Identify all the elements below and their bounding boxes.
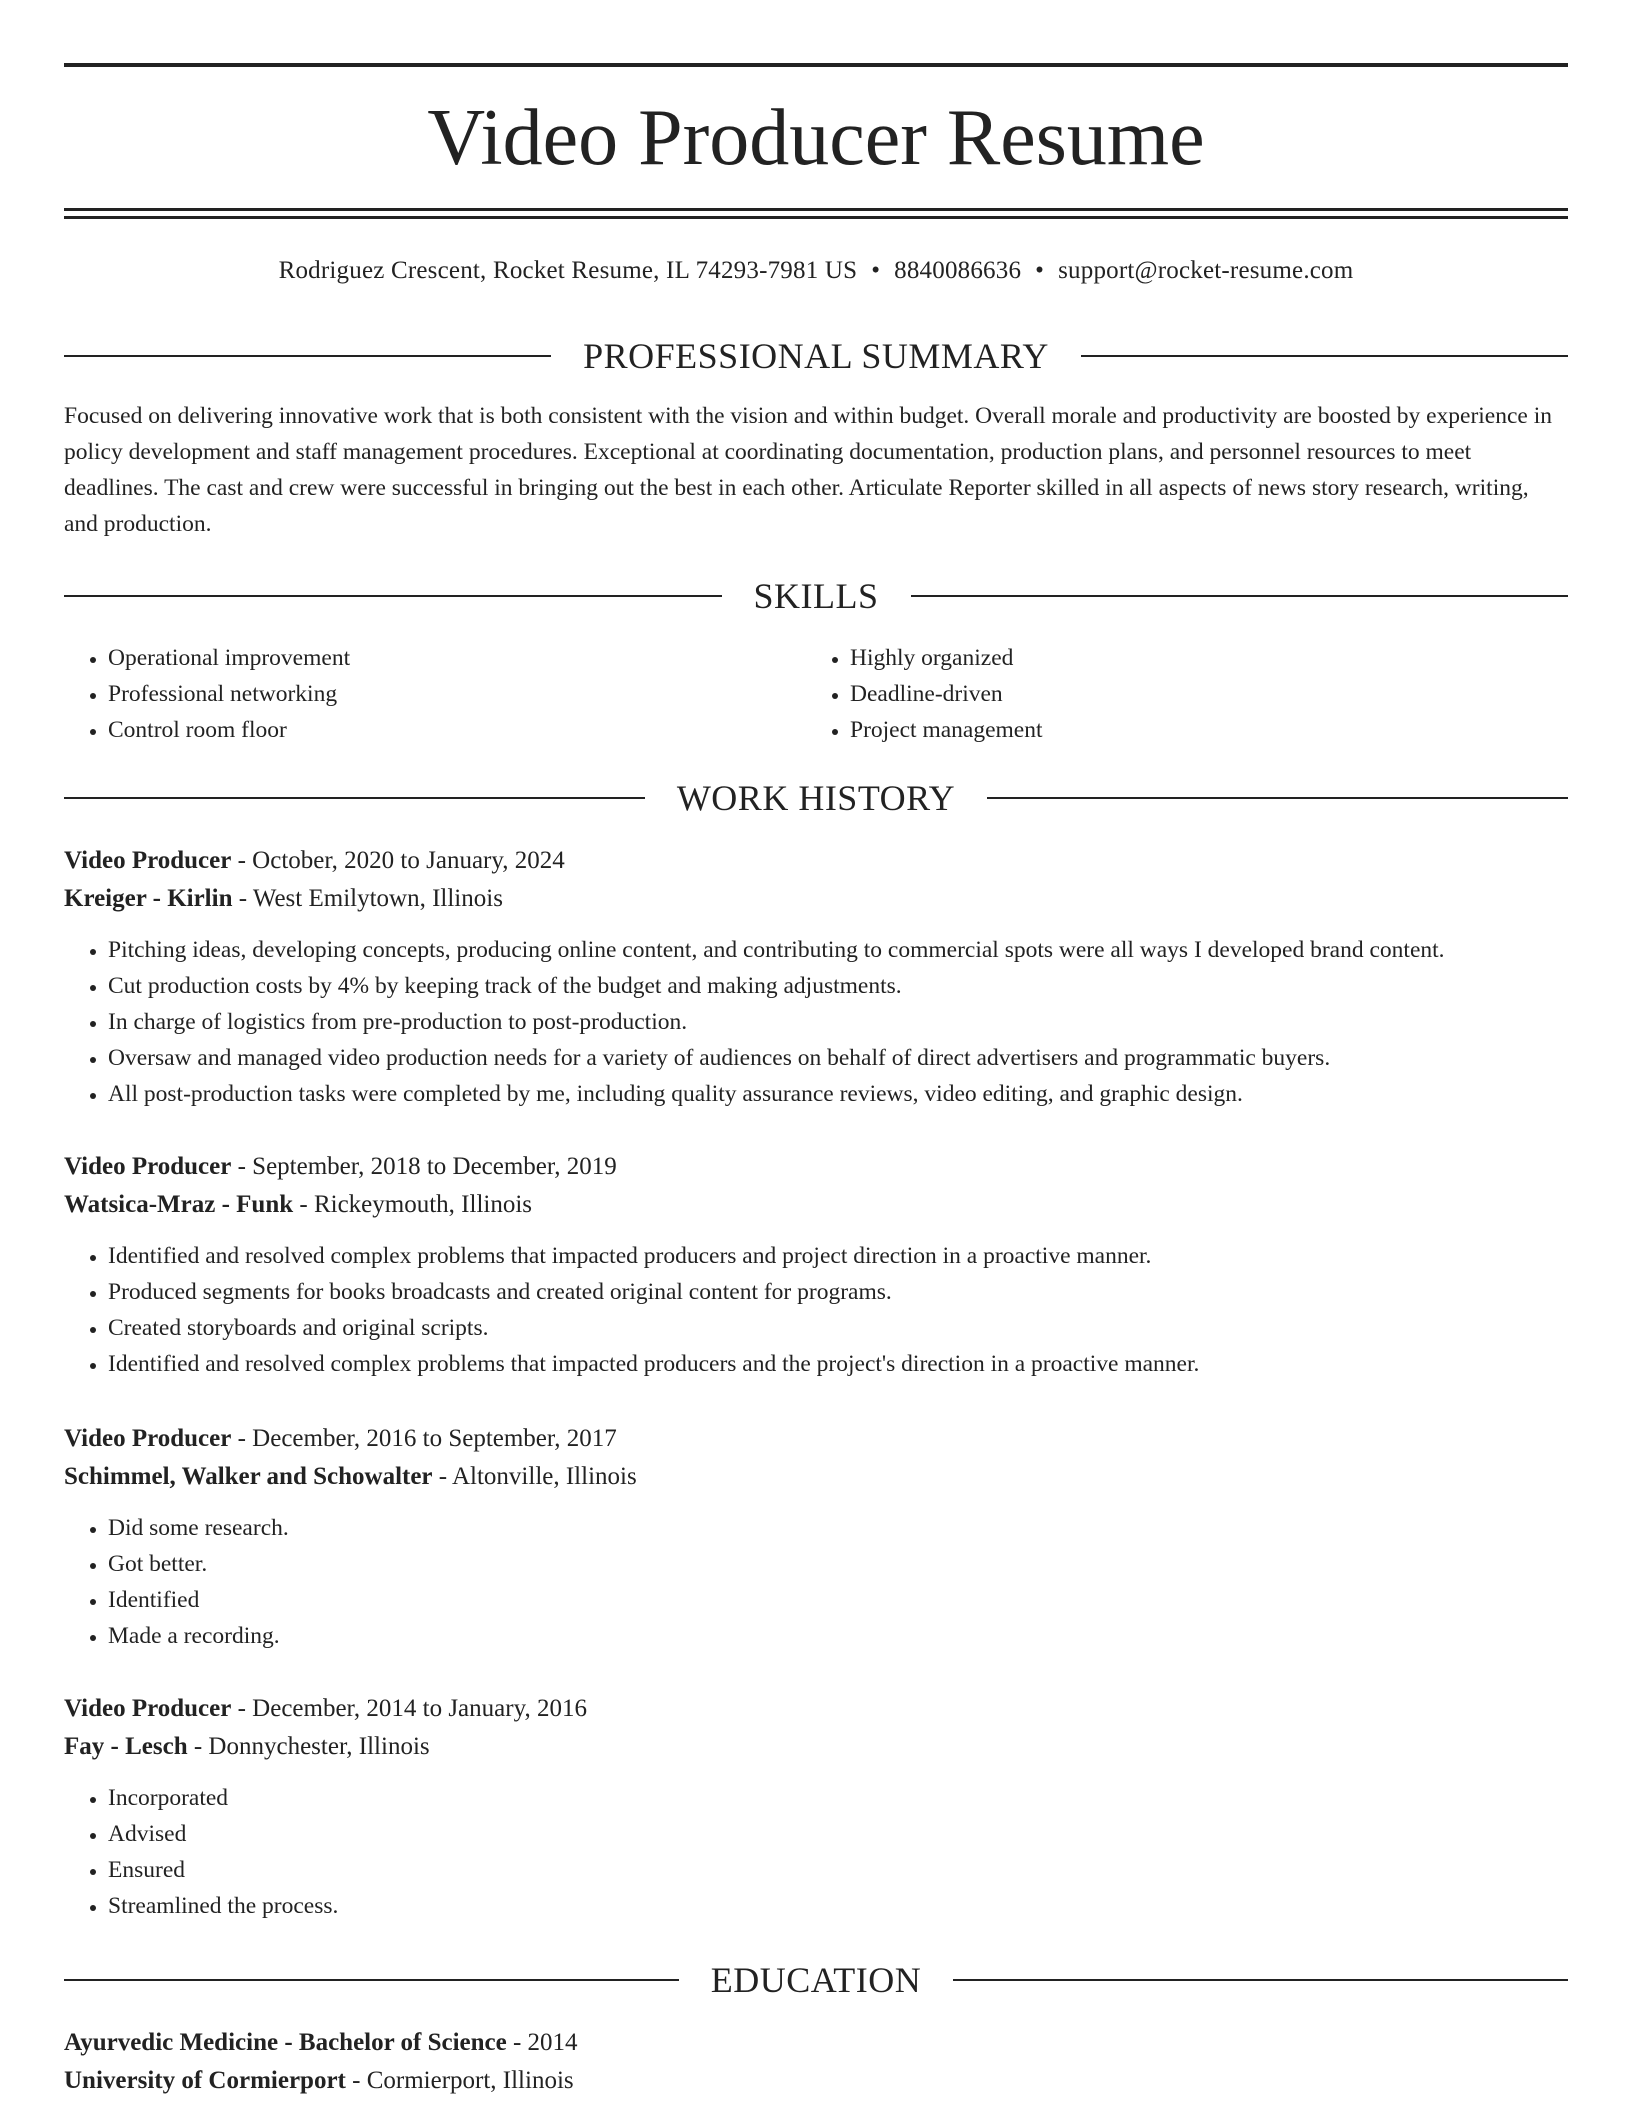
- job-bullet: • Got better.: [108, 1546, 1568, 1582]
- education-year: - 2014: [506, 2029, 578, 2056]
- education-school: University of Cormierport: [64, 2067, 346, 2094]
- skill-item: • Highly organized: [850, 640, 1506, 676]
- section-title: EDUCATION: [710, 1960, 922, 2000]
- job-bullet: • Cut production costs by 4% by keeping track of the budget and making adjustments.: [108, 968, 1568, 1004]
- skill-item: • Control room floor: [108, 712, 764, 748]
- section-heading-skills: [64, 576, 1568, 616]
- education-degree-line: [64, 2024, 1568, 2062]
- contact-address: Rodriguez Crescent, Rocket Resume, IL 74293-7981 US: [278, 257, 858, 284]
- job-entry: [64, 1420, 1568, 1654]
- heading-rule: [64, 1979, 679, 1981]
- job-bullet: • In charge of logistics from pre-production to post-production.: [108, 1004, 1568, 1040]
- job-title: Video Producer: [64, 1153, 232, 1180]
- contact-phone: 8840086636: [894, 257, 1022, 284]
- job-bullets: [64, 1510, 1568, 1654]
- education-degree: Ayurvedic Medicine - Bachelor of Science: [64, 2029, 507, 2056]
- heading-rule: [1081, 355, 1568, 357]
- job-bullet: • Did some research.: [108, 1510, 1568, 1546]
- job-bullet: • Identified: [108, 1582, 1568, 1618]
- job-location: - Altonville, Illinois: [432, 1463, 637, 1490]
- section-heading-work: [64, 778, 1568, 818]
- job-title: Video Producer: [64, 1695, 232, 1722]
- heading-rule: [987, 797, 1568, 799]
- contact-email[interactable]: support@rocket-resume.com: [1058, 257, 1354, 284]
- skills-column-right: [806, 640, 1506, 748]
- section-heading-education: [64, 1960, 1568, 2000]
- job-bullet: • Incorporated: [108, 1780, 1568, 1816]
- job-title: Video Producer: [64, 1425, 232, 1452]
- job-company: Watsica-Mraz - Funk: [64, 1191, 294, 1218]
- job-title-line: [64, 842, 1568, 880]
- title-rule-upper: [64, 208, 1568, 211]
- job-company: Fay - Lesch: [64, 1733, 188, 1760]
- education-location: - Cormierport, Illinois: [345, 2067, 574, 2094]
- summary-text: Focused on delivering innovative work that is both consistent with the vision and within budget. Overall morale and productivity are boosted by experience in policy development and staff management procedures. Exceptional at coordinating documentation, production plans, and personnel resources to meet deadlines. The cast and crew were successful in bringing out the best in each other. Articulate Reporter skilled in all aspects of news story research, writing, and production.: [64, 403, 1553, 537]
- resume-title: Video Producer Resume: [427, 94, 1205, 182]
- job-title-line: [64, 1690, 1568, 1728]
- heading-rule: [911, 595, 1569, 597]
- job-title-line: [64, 1148, 1568, 1186]
- skill-item: • Professional networking: [108, 676, 764, 712]
- job-location: - Donnychester, Illinois: [187, 1733, 430, 1760]
- education-school-line: [64, 2062, 1568, 2100]
- contact-separator: •: [1035, 257, 1045, 284]
- skill-item: • Deadline-driven: [850, 676, 1506, 712]
- job-bullet: • Oversaw and managed video production needs for a variety of audiences on behalf of direct advertisers and programmatic buyers.: [108, 1040, 1568, 1076]
- job-dates: - October, 2020 to January, 2024: [231, 847, 565, 874]
- job-bullets: [64, 932, 1568, 1112]
- heading-rule: [64, 797, 645, 799]
- job-company: Kreiger - Kirlin: [64, 885, 233, 912]
- skill-item: • Operational improvement: [108, 640, 764, 676]
- job-bullet: • Identified and resolved complex problems that impacted producers and project direction in a proactive manner.: [108, 1238, 1568, 1274]
- job-company-line: [64, 880, 1568, 918]
- job-entry: [64, 1690, 1568, 1924]
- job-entry: [64, 842, 1568, 1112]
- job-bullet: • Produced segments for books broadcasts and created original content for programs.: [108, 1274, 1568, 1310]
- job-dates: - December, 2014 to January, 2016: [231, 1695, 587, 1722]
- job-dates: - December, 2016 to September, 2017: [231, 1425, 617, 1452]
- job-entry: [64, 1148, 1568, 1382]
- education-entry: [64, 2024, 1568, 2100]
- job-title: Video Producer: [64, 847, 232, 874]
- job-bullet: • Identified and resolved complex problems that impacted producers and the project's direction in a proactive manner.: [108, 1346, 1568, 1382]
- job-bullet: • Advised: [108, 1816, 1568, 1852]
- job-company-line: [64, 1728, 1568, 1766]
- section-title: SKILLS: [753, 576, 879, 616]
- job-location: - Rickeymouth, Illinois: [293, 1191, 533, 1218]
- job-bullet: • Made a recording.: [108, 1618, 1568, 1654]
- job-bullet: • Streamlined the process.: [108, 1888, 1568, 1924]
- job-bullet: • Pitching ideas, developing concepts, producing online content, and contributing to commercial spots were all ways I developed brand content.: [108, 932, 1568, 968]
- section-title: PROFESSIONAL SUMMARY: [583, 336, 1049, 376]
- contact-line: [64, 254, 1568, 288]
- section-heading-summary: [64, 336, 1568, 376]
- job-bullets: [64, 1780, 1568, 1924]
- job-company-line: [64, 1186, 1568, 1224]
- job-company: Schimmel, Walker and Schowalter: [64, 1463, 433, 1490]
- skills-column-left: [64, 640, 764, 748]
- job-bullet: • Created storyboards and original scripts.: [108, 1310, 1568, 1346]
- job-bullets: [64, 1238, 1568, 1382]
- top-rule: [64, 63, 1568, 67]
- job-dates: - September, 2018 to December, 2019: [231, 1153, 617, 1180]
- title-rule-lower: [64, 216, 1568, 219]
- job-company-line: [64, 1458, 1568, 1496]
- job-location: - West Emilytown, Illinois: [232, 885, 503, 912]
- section-title: WORK HISTORY: [676, 778, 956, 818]
- heading-rule: [64, 595, 722, 597]
- heading-rule: [64, 355, 551, 357]
- job-bullet: • Ensured: [108, 1852, 1568, 1888]
- job-bullet: • All post-production tasks were completed by me, including quality assurance reviews, video editing, and graphic design.: [108, 1076, 1568, 1112]
- job-title-line: [64, 1420, 1568, 1458]
- heading-rule: [953, 1979, 1568, 1981]
- contact-separator: •: [871, 257, 881, 284]
- skill-item: • Project management: [850, 712, 1506, 748]
